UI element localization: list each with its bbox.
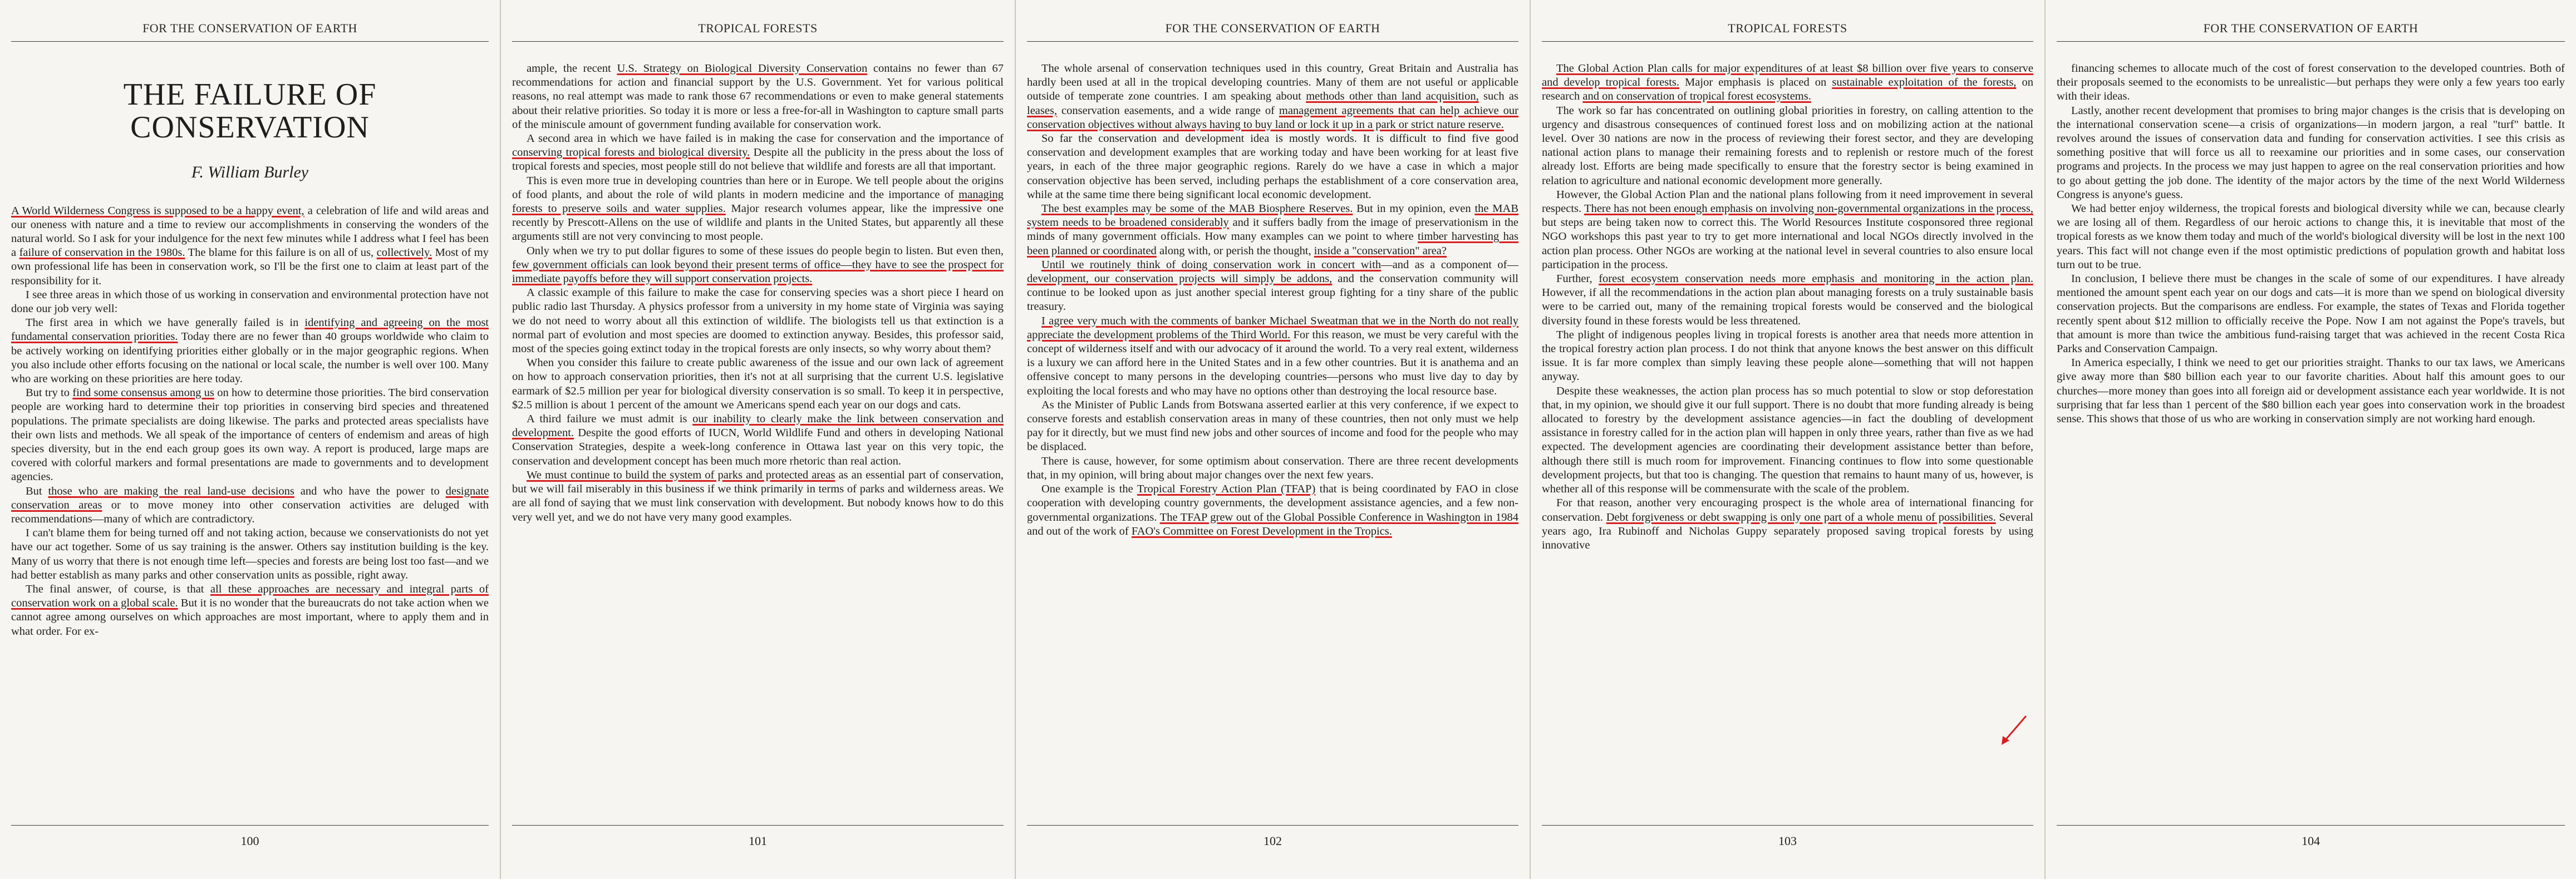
text-run: that is being coordinated by FAO in close cooperation with developing country governments, the development assistance agencies, and a few non-governmental organizations. [1027,483,1518,524]
footer-rule [1542,825,2033,826]
text-run: Only when we try to put dollar figures to some of these issues do people begin to listen. But even then, [527,244,1004,257]
paragraph [2057,104,2565,202]
underlined-text: U.S. Strategy on Biological Diversity Conservation [617,62,868,75]
underlined-text: collectively. [376,246,432,259]
paragraph [11,526,489,582]
page-101 [501,0,1016,879]
underlined-text: leases, [1027,104,1058,117]
paragraph [11,288,489,316]
page-104 [2046,0,2576,879]
paragraph [11,485,489,527]
paragraph [1542,328,2033,384]
paragraph [512,356,1004,412]
running-head: FOR THE CONSERVATION OF EARTH [2057,21,2565,42]
underlined-text: There has not been enough emphasis on involving non-governmental organizations in the process, [1584,203,2034,215]
paragraph [2057,62,2565,104]
underlined-text: Debt forgiveness or debt swapping is only one part of a whole menu of possibilities. [1606,511,1996,524]
page-number: 102 [1264,834,1282,848]
text-run: The whole arsenal of conservation techniques used in this country, Great Britain and Australia has hardly been used at all in the tropical developing countries. Many of them are not useful or applicable outside of temperate zone countries. I am speaking about [1027,62,1518,103]
underlined-text: The best examples may be some of the MAB Biosphere Reserves. [1041,203,1353,215]
page-body [2057,62,2565,426]
paragraph [2057,272,2565,356]
text-run: on how to determine those priorities. The bird conservation people are working hard to determine their top priorities in conserving bird species and threatened populations. The primate specialists are doing likewise. The parks and protected areas specialists have their own lists and methods. We all speak of the importance of centers of endemism and areas of high species diversity, but in the end each group goes its own way. A report is produced, large maps are covered with colorful markers and formal presentations are made to governments and to development agencies. [11,387,489,483]
author-byline: F. William Burley [191,162,309,181]
underlined-text: sustainable exploitation of the forests, [1832,76,2017,89]
text-run: Despite all the publicity in the press about the loss of tropical forests and species, most people still do not believe that wildlife and forests are all that important. [512,146,1004,173]
text-run: The plight of indigenous peoples living in tropical forests is another area that needs more attention in the tropical forestry action plan process. I do not think that anyone knows the best answer on this difficult issue. It is far more complex than simply leaving these people alone—something that will not happen anyway. [1542,328,2033,383]
paragraph [11,204,489,288]
text-run: But in my opinion, even [1353,203,1475,215]
text-run: along with, or perish the thought, [1156,244,1314,257]
text-run: We had better enjoy wilderness, the tropical forests and biological diversity while we can, because clearly we are losing all of them. Regardless of our heroic actions to change this, it is inevitable that most of the tropical forests as we know them today and much of the world's biological diversity will be lost in the next 100 years. This fact will not change even if the most optimistic predictions of population growth and habitat loss turn out to be true. [2057,203,2565,271]
page-100 [0,0,501,879]
paragraph [1027,202,1518,258]
text-run: But [26,485,48,497]
text-run: A third failure we must admit is [527,413,693,426]
text-run: Despite the good efforts of IUCN, World Wildlife Fund and others in developing National Conservation Strategies, despite a week-long conference in Ottawa last year on this very topic, the conservation and development concept has been much more rhetoric than real action. [512,427,1004,467]
page-number: 100 [240,834,259,848]
text-run: on research [1542,76,2033,103]
text-run: contains no fewer than 67 recommendations for action and financial support by the U.S. Government. Yet for various political reasons, no real attempt was made to rank those 67 recommendations or even to make general statements about their relative priorities. So today it is more or less a free-for-all in Washington to capture small parts of the miniscule amount of government funding available for conservation work. [512,62,1004,131]
page-103 [1531,0,2046,879]
title-line-2: CONSERVATION [130,110,370,145]
text-run: and the conservation community will continue to be looked upon as just another special interest group fighting for a tiny share of the public treasury. [1027,273,1518,313]
text-run: But try to [26,387,73,399]
underlined-text: few government officials can look beyond their present terms of office—they have to see the prospect for immediate payoffs before they will support conservation projects. [512,258,1004,285]
page-body [1542,62,2033,552]
text-run: When you consider this failure to create public awareness of the issue and our own lack of agreement on how to approach conservation priorities, then it's not at all surprising that the current U.S. legislative earmark of $2.5 million per year for biological diversity conservation is so small. To keep it in perspective, $2.5 million is about 1 percent of the amount we Americans spend each year on our dogs and cats. [512,357,1004,411]
text-run: I see three areas in which those of us working in conservation and environmental protection have not done our job very well: [11,288,489,315]
text-run: The work so far has concentrated on outlining global priorities in forestry, on calling attention to the urgency and disastrous consequences of continued forest loss and on mobilizing action at the national level. Over 30 nations are now in the process of reviewing their forest sector, and they are developing national action plans to manage their remaining forests and to replenish or restore much of the forest already lost. Efforts are being made specifically to ensure that the forestry sector is being examined in relation to agriculture and national economic development more generally. [1542,104,2033,187]
paragraph [1027,398,1518,455]
paragraph [1542,272,2033,328]
page-body [512,62,1004,525]
paragraph [11,386,489,484]
text-run: a celebration of life and wild areas and our oneness with nature and a time to review our accomplishments in conserving the wonders of the natural world. So I ask for your indulgence for the next few minutes while I address what I feel has been a [11,204,489,259]
underlined-text: development, our conservation projects will simply be addons, [1027,273,1333,285]
text-run: The final answer, of course, is that [26,583,210,596]
underlined-text: conserving tropical forests and biological diversity. [512,146,750,159]
text-run: conservation easements, and a wide range of [1057,104,1279,117]
underlined-text: timber harvesting has been planned or coordinated [1027,230,1518,257]
paragraph [1027,314,1518,398]
footer-rule [11,825,489,826]
text-run: Today there are no fewer than 40 groups worldwide who claim to be actively working on identifying priorities either globally or in the major geographic regions. When you also include other efforts focusing on the national or local scale, the number is well over 100. Many who are working on these priorities are here today. [11,330,489,386]
paragraph [1027,482,1518,539]
page-number: 101 [749,834,767,848]
underlined-text: I agree very much with the comments of banker Michael Sweatman that we in the North do not really appreciate the development problems of the Third World. [1027,314,1518,341]
text-run: —and as a component of— [1381,258,1518,271]
text-run: Several years ago, Ira Rubinoff and Nicholas Guppy separately proposed saving tropical forests by using innovative [1542,511,2033,551]
text-run: as an essential part of conservation, but we will fail miserably in this business if we think primarily in terms of parks and wilderness areas. We are all fond of saying that we must link conservation with development. But nobody knows how to do this very well yet, and we do not have very many good examples. [512,468,1004,524]
paragraph [512,412,1004,468]
text-run: However, the Global Action Plan and the national plans following from it need improvement in several respects. [1542,188,2033,215]
underlined-text: our inability to clearly make the link between conservation and development. [512,413,1004,440]
underlined-text: those who are making the real land-use decisions [48,485,294,497]
article-title [11,78,489,144]
text-run: Lastly, another recent development that promises to bring major changes is the crisis that is developing on the international conservation scene—a crisis of organizations—in modern jargon, a real "turf" battle. It revolves around the issues of conservation data and funding for conservation activities. I see this crisis as something positive that will force us all to reexamine our priorities and in some cases, our conservation programs and projects. In the process we may just happen to agree on the real conservation priorities and how to go about getting the job done. The identity of the major actors by the time of the next World Wilderness Congress is anyone's guess. [2057,104,2565,201]
paragraph [1542,384,2033,497]
text-run: A classic example of this failure to make the case for conserving species was a short piece I heard on public radio last Thursday. A physics professor from a university in my home state of Virginia was saying we do not need to worry about all this extinction of wildlife. The biologists tell us that extinction is a normal part of evolution and most species are doomed to extinction anyway. Besides, this professor said, most of the species going extinct today in the tropical forests are only insects, so why worry about them? [512,287,1004,355]
paragraph [1027,132,1518,202]
page-body [1027,62,1518,539]
underlined-text: managing forests to preserve soils and water supplies. [512,188,1004,215]
paragraph [512,132,1004,174]
underlined-text: methods other than land acquisition, [1306,90,1479,103]
paragraph [512,174,1004,244]
paragraph [1542,62,2033,104]
red-arrow-annotation-icon [1997,714,2031,747]
paragraph [512,468,1004,525]
text-run: One example is the [1041,483,1137,496]
running-head: FOR THE CONSERVATION OF EARTH [1027,21,1518,42]
underlined-text: designate conservation areas [11,485,489,511]
paragraph [512,244,1004,287]
text-run: ample, the recent [527,62,617,75]
text-run: Further, [1556,273,1599,285]
underlined-text: inside a "conservation" area? [1314,244,1447,257]
text-run: and it suffers badly from the image of preservationism in the minds of many government officials. How many examples can we point to where [1027,216,1519,243]
text-run: I can't blame them for being turned off and not taking action, because we conservationists do not yet have our act together. Some of us say training is the answer. Others say institution building is the key. Many of us worry that there is not enough time left—species and forests are being lost too fast—and we had better establish as many parks and other conservation units as possible, right away. [11,527,489,581]
underlined-text: failure of conservation in the 1980s. [19,246,185,259]
text-run: or to move money into other conservation activities are deluged with recommendations—many of which are contradictory. [11,498,489,526]
running-head: TROPICAL FORESTS [1542,21,2033,42]
text-run: The blame for this failure is on all of us, [185,246,377,259]
underlined-text: Tropical Forestry Action Plan (TFAP) [1137,483,1316,496]
paragraph [2057,202,2565,272]
underlined-text: Until we routinely think of doing conservation work in concert with [1041,258,1382,271]
text-run: For that reason, another very encouraging prospect is the whole area of international financing for conservation. [1542,497,2033,524]
text-run: But it is no wonder that the bureaucrats do not take action when we cannot agree among ourselves on which approaches are most important, where to apply them and in what order. For ex- [11,597,489,638]
text-run: such as [1478,90,1519,103]
text-run: Despite these weaknesses, the action plan process has so much potential to slow or stop deforestation that, in my opinion, we should give it our full support. There is no doubt that more funding already is being allocated to forestry by the development assistance agencies—in fact the doubling of development assistance in forestry called for in the action plan will happen in only three years, rather than five as we had expected. The development agencies are coordinating their development assistance better than before, although there still is much room for improvement. Financing continues to flow into some questionable development projects, but that too is changing. The question that remains to haunt many of us, however, is whether all of this response will be commensurate with the scale of the problem. [1542,384,2033,496]
text-run: and who have the power to [294,485,446,497]
paragraph [512,286,1004,356]
text-run: In conclusion, I believe there must be changes in the scale of some of our expenditures. I have already mentioned the amount spent each year on our dogs and cats—it is more than we spend on biological diversity conservation projects. But the comparisons are endless. For example, the states of Texas and Florida together recently spent about $12 million to officially receive the Pope. Now I am not against the Pope's travels, but that amount is more than twice the ambitious fund-raising target that was achieved in the recent Costa Rica Parks and Conservation Campaign. [2057,273,2565,355]
paragraph [1027,62,1518,132]
footer-rule [512,825,1004,826]
underlined-text: find some consensus among us [72,387,214,399]
underlined-text: forest ecosystem conservation needs more emphasis and monitoring in the action plan. [1599,273,2034,285]
underlined-text: identifying and agreeing on the most fundamental conservation priorities. [11,317,489,343]
paragraph [1027,455,1518,482]
text-run: For this reason, we must be very careful with the concept of wilderness itself and with our advocacy of it around the world. To a very real extent, wilderness is a luxury we can afford here in the United States and in a few other countries. But it is anathema and an offensive concept to many persons in the developing countries—persons who must live day to day by exploiting the local forests and who may have no options other than destroying the local resource base. [1027,328,1519,397]
text-run: The first area in which we have generally failed is in [26,317,305,329]
footer-rule [2057,825,2565,826]
underlined-text: The Global Action Plan calls for major expenditures of at least $8 billion over five years to conserve and develop tropical forests. [1542,62,2033,89]
underlined-text: A World Wilderness Congress is supposed to be a happy event, [11,204,304,217]
text-run: So far the conservation and development idea is mostly words. It is difficult to find five good conservation and development examples that are working today and have been working for at least five years, in each of the three major geographic regions. Rarely do we have a case in which a major conservation objective has been served, including perhaps the establishment of a core conservation area, while at the same time there being significant local economic development. [1027,132,1518,201]
page-number: 104 [2302,834,2320,848]
paragraph [11,316,489,386]
text-run: Major emphasis is placed on [1679,76,1832,89]
footer-rule [1027,825,1518,826]
running-head: TROPICAL FORESTS [512,21,1004,42]
paragraph [2057,356,2565,426]
text-run: and out of the work of [1027,525,1132,537]
paragraph [1542,104,2033,188]
text-run: There is cause, however, for some optimism about conservation. There are three recent developments that, in my opinion, will bring about major changes over the next few years. [1027,455,1518,481]
text-run: financing schemes to allocate much of the cost of forest conservation to the developed countries. Both of their proposals seemed to the economists to be unrealistic—but perhaps they were only a few years too early with their ideas. [2057,62,2565,103]
text-run: In America especially, I think we need to get our priorities straight. Thanks to our tax laws, we Americans give away more than $80 billion each year to our favorite charities. About half this amount goes to our churches—more money than goes into all foreign aid or development assistance each year worldwide. It is not surprising that far less than 1 percent of the $80 billion each year goes into conservation work in the broadest sense. This shows that those of us who are working in conservation simply are not working hard enough. [2057,357,2565,426]
running-head: FOR THE CONSERVATION OF EARTH [11,21,489,42]
paragraph [1542,496,2033,552]
text-run: However, if all the recommendations in the action plan about managing forests on a truly sustainable basis were to be carried out, many of the remaining tropical forests would be conserved and the biological diversity found in these forests would be less threatened. [1542,287,2033,327]
underlined-text: all these approaches are necessary and integral parts of conservation work on a global scale. [11,583,489,610]
paragraph [1542,188,2033,272]
underlined-text: The TFAP grew out of the Global Possible Conference in Washington in 1984 [1159,511,1518,524]
underlined-text: We must continue to build the system of parks and protected areas [527,468,835,481]
title-line-1: THE FAILURE OF [123,77,377,112]
text-run: Major research volumes appear, like the impressive one recently by Prescott-Allens on the use of wildlife and plants in the United States, but apparently all these arguments still are not very convincing to most people. [512,203,1004,243]
page-number: 103 [1778,834,1797,848]
text-run: A second area in which we have failed is in making the case for conservation and the importance of [527,132,1004,145]
text-run: Most of my own professional life has been in conservation work, so I'll be the first one to claim at least part of the responsibility for it. [11,246,489,287]
underlined-text: and on conservation of tropical forest ecosystems. [1582,90,1811,103]
page-body [11,204,489,639]
underlined-text: FAO's Committee on Forest Development in the Tropics. [1131,525,1392,537]
paragraph [1027,258,1518,314]
underlined-text: management agreements that can help achieve our conservation objectives without always having to buy land or lock it up in a park or strict nature reserve. [1027,104,1518,131]
text-run: but steps are being taken now to correct this. The World Resources Institute cosponsored three regional NGO workshops this past year to try to get more international and local NGOs directly involved in the action plan process. Other NGOs are working at the national level in several countries to also ensure local participation in the process. [1542,216,2033,271]
text-run: As the Minister of Public Lands from Botswana asserted earlier at this very conference, if we expect to conserve forests and establish conservation areas in many of these countries, then not only must we help pay for it directly, but we must find new jobs and other sources of income and food for the people who may be displaced. [1027,398,1518,453]
underlined-text: the MAB system needs to be broadened considerably [1027,203,1518,229]
paragraph [512,62,1004,132]
text-run: This is even more true in developing countries than here or in Europe. We tell people about the origins of food plants, and about the role of wild plants in modern medicine and the importance of [512,174,1004,201]
paragraph [11,582,489,639]
page-102 [1016,0,1531,879]
